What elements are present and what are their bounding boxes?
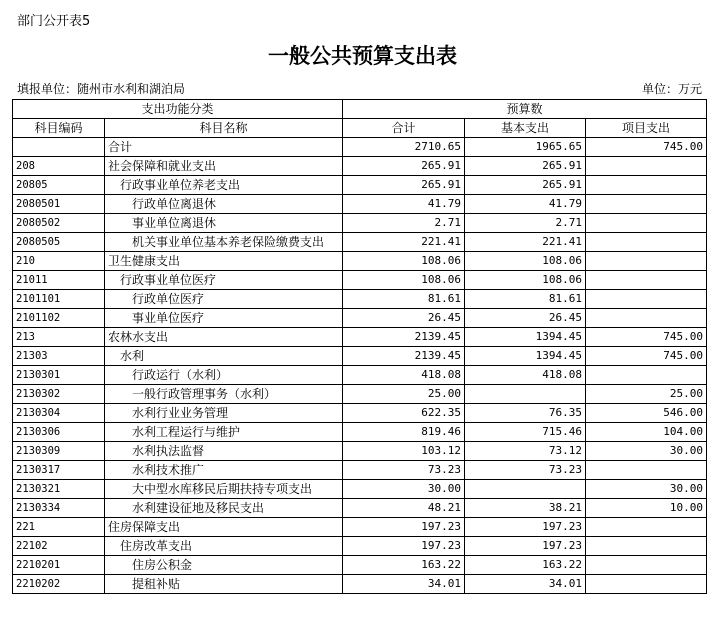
cell-basic: 26.45 xyxy=(465,309,586,328)
cell-code: 221 xyxy=(13,518,105,537)
cell-code: 2130301 xyxy=(13,366,105,385)
cell-basic: 197.23 xyxy=(465,518,586,537)
cell-total: 265.91 xyxy=(343,157,465,176)
cell-basic: 73.12 xyxy=(465,442,586,461)
table-row xyxy=(13,499,707,518)
cell-code: 208 xyxy=(13,157,105,176)
column-header-code: 科目编码 xyxy=(13,119,105,138)
table-row xyxy=(13,385,707,404)
cell-total: 2139.45 xyxy=(343,347,465,366)
cell-project xyxy=(586,214,707,233)
cell-basic: 221.41 xyxy=(465,233,586,252)
table-row xyxy=(13,214,707,233)
cell-basic xyxy=(465,385,586,404)
cell-basic: 76.35 xyxy=(465,404,586,423)
cell-project xyxy=(586,176,707,195)
cell-code: 2080502 xyxy=(13,214,105,233)
cell-name: 行政运行（水利） xyxy=(105,366,343,385)
table-row xyxy=(13,157,707,176)
cell-project xyxy=(586,366,707,385)
table-row xyxy=(13,328,707,347)
cell-name: 住房改革支出 xyxy=(105,537,343,556)
column-header-name: 科目名称 xyxy=(105,119,343,138)
budget-table xyxy=(12,99,707,594)
table-row xyxy=(13,461,707,480)
cell-code: 22102 xyxy=(13,537,105,556)
cell-basic: 1394.45 xyxy=(465,328,586,347)
cell-project xyxy=(586,195,707,214)
cell-basic: 418.08 xyxy=(465,366,586,385)
cell-name: 水利行业业务管理 xyxy=(105,404,343,423)
cell-name: 卫生健康支出 xyxy=(105,252,343,271)
cell-code: 2130304 xyxy=(13,404,105,423)
cell-project: 104.00 xyxy=(586,423,707,442)
cell-basic: 108.06 xyxy=(465,252,586,271)
cell-total: 197.23 xyxy=(343,518,465,537)
cell-project xyxy=(586,290,707,309)
cell-project: 745.00 xyxy=(586,347,707,366)
cell-project xyxy=(586,233,707,252)
cell-name: 住房公积金 xyxy=(105,556,343,575)
cell-basic: 34.01 xyxy=(465,575,586,594)
table-row xyxy=(13,480,707,499)
table-row xyxy=(13,423,707,442)
function-classification-header: 支出功能分类 xyxy=(13,100,343,119)
cell-project: 745.00 xyxy=(586,328,707,347)
cell-basic: 265.91 xyxy=(465,157,586,176)
cell-code: 2130334 xyxy=(13,499,105,518)
cell-code: 213 xyxy=(13,328,105,347)
cell-project xyxy=(586,537,707,556)
group-header-row xyxy=(13,100,707,119)
cell-name: 水利执法监督 xyxy=(105,442,343,461)
cell-name: 事业单位离退休 xyxy=(105,214,343,233)
cell-total: 221.41 xyxy=(343,233,465,252)
cell-name: 行政单位离退休 xyxy=(105,195,343,214)
table-row xyxy=(13,404,707,423)
cell-code: 2130321 xyxy=(13,480,105,499)
cell-total: 622.35 xyxy=(343,404,465,423)
cell-name: 水利技术推广 xyxy=(105,461,343,480)
table-number-label: 部门公开表5 xyxy=(17,14,91,29)
cell-total: 2710.65 xyxy=(343,138,465,157)
currency-unit: 单位：万元 xyxy=(641,82,702,96)
table-row xyxy=(13,233,707,252)
cell-project: 10.00 xyxy=(586,499,707,518)
table-row xyxy=(13,309,707,328)
cell-name: 一般行政管理事务（水利） xyxy=(105,385,343,404)
cell-project xyxy=(586,252,707,271)
table-row xyxy=(13,252,707,271)
cell-total: 265.91 xyxy=(343,176,465,195)
column-header-project: 项目支出 xyxy=(586,119,707,138)
table-row xyxy=(13,195,707,214)
cell-basic: 38.21 xyxy=(465,499,586,518)
cell-basic: 197.23 xyxy=(465,537,586,556)
reporting-unit: 填报单位：随州市水利和湖泊局 xyxy=(17,82,186,96)
cell-basic: 163.22 xyxy=(465,556,586,575)
column-header-row xyxy=(13,119,707,138)
cell-code: 21011 xyxy=(13,271,105,290)
cell-project xyxy=(586,271,707,290)
cell-total: 73.23 xyxy=(343,461,465,480)
table-row xyxy=(13,518,707,537)
cell-project: 30.00 xyxy=(586,480,707,499)
cell-total: 108.06 xyxy=(343,252,465,271)
cell-name: 行政事业单位医疗 xyxy=(105,271,343,290)
cell-name: 行政事业单位养老支出 xyxy=(105,176,343,195)
cell-basic: 265.91 xyxy=(465,176,586,195)
cell-project xyxy=(586,556,707,575)
cell-code: 2130302 xyxy=(13,385,105,404)
table-row xyxy=(13,271,707,290)
cell-basic: 73.23 xyxy=(465,461,586,480)
cell-project xyxy=(586,518,707,537)
cell-basic xyxy=(465,480,586,499)
cell-code: 2130306 xyxy=(13,423,105,442)
cell-basic: 1965.65 xyxy=(465,138,586,157)
cell-name: 住房保障支出 xyxy=(105,518,343,537)
cell-total: 108.06 xyxy=(343,271,465,290)
cell-basic: 81.61 xyxy=(465,290,586,309)
cell-code xyxy=(13,138,105,157)
cell-name: 水利 xyxy=(105,347,343,366)
cell-name: 事业单位医疗 xyxy=(105,309,343,328)
cell-code: 2080501 xyxy=(13,195,105,214)
cell-total: 819.46 xyxy=(343,423,465,442)
cell-code: 2130317 xyxy=(13,461,105,480)
table-row xyxy=(13,138,707,157)
cell-code: 2080505 xyxy=(13,233,105,252)
cell-code: 20805 xyxy=(13,176,105,195)
cell-project xyxy=(586,575,707,594)
cell-name: 农林水支出 xyxy=(105,328,343,347)
cell-total: 48.21 xyxy=(343,499,465,518)
cell-code: 2130309 xyxy=(13,442,105,461)
cell-total: 2139.45 xyxy=(343,328,465,347)
cell-name: 大中型水库移民后期扶持专项支出 xyxy=(105,480,343,499)
table-row xyxy=(13,442,707,461)
cell-code: 210 xyxy=(13,252,105,271)
cell-code: 2210202 xyxy=(13,575,105,594)
cell-total: 26.45 xyxy=(343,309,465,328)
column-header-basic: 基本支出 xyxy=(465,119,586,138)
table-row xyxy=(13,575,707,594)
table-row xyxy=(13,556,707,575)
cell-basic: 2.71 xyxy=(465,214,586,233)
table-row xyxy=(13,290,707,309)
cell-name: 社会保障和就业支出 xyxy=(105,157,343,176)
cell-total: 34.01 xyxy=(343,575,465,594)
cell-total: 163.22 xyxy=(343,556,465,575)
cell-code: 2210201 xyxy=(13,556,105,575)
cell-code: 21303 xyxy=(13,347,105,366)
cell-project: 745.00 xyxy=(586,138,707,157)
cell-total: 41.79 xyxy=(343,195,465,214)
page-title: 一般公共预算支出表 xyxy=(268,43,457,68)
table-row xyxy=(13,366,707,385)
column-header-total: 合计 xyxy=(343,119,465,138)
cell-project xyxy=(586,461,707,480)
cell-project xyxy=(586,157,707,176)
cell-name: 水利工程运行与维护 xyxy=(105,423,343,442)
cell-total: 103.12 xyxy=(343,442,465,461)
cell-project: 25.00 xyxy=(586,385,707,404)
cell-total: 25.00 xyxy=(343,385,465,404)
cell-total: 418.08 xyxy=(343,366,465,385)
cell-basic: 108.06 xyxy=(465,271,586,290)
table-row xyxy=(13,347,707,366)
cell-total: 81.61 xyxy=(343,290,465,309)
table-row xyxy=(13,176,707,195)
cell-project xyxy=(586,309,707,328)
cell-total: 30.00 xyxy=(343,480,465,499)
budget-amount-header: 预算数 xyxy=(343,100,707,119)
cell-code: 2101101 xyxy=(13,290,105,309)
cell-name: 机关事业单位基本养老保险缴费支出 xyxy=(105,233,343,252)
cell-total: 197.23 xyxy=(343,537,465,556)
cell-name: 提租补贴 xyxy=(105,575,343,594)
cell-basic: 41.79 xyxy=(465,195,586,214)
cell-name: 水利建设征地及移民支出 xyxy=(105,499,343,518)
cell-code: 2101102 xyxy=(13,309,105,328)
table-row xyxy=(13,537,707,556)
cell-total: 2.71 xyxy=(343,214,465,233)
cell-basic: 715.46 xyxy=(465,423,586,442)
cell-name: 合计 xyxy=(105,138,343,157)
cell-name: 行政单位医疗 xyxy=(105,290,343,309)
cell-project: 30.00 xyxy=(586,442,707,461)
cell-basic: 1394.45 xyxy=(465,347,586,366)
cell-project: 546.00 xyxy=(586,404,707,423)
